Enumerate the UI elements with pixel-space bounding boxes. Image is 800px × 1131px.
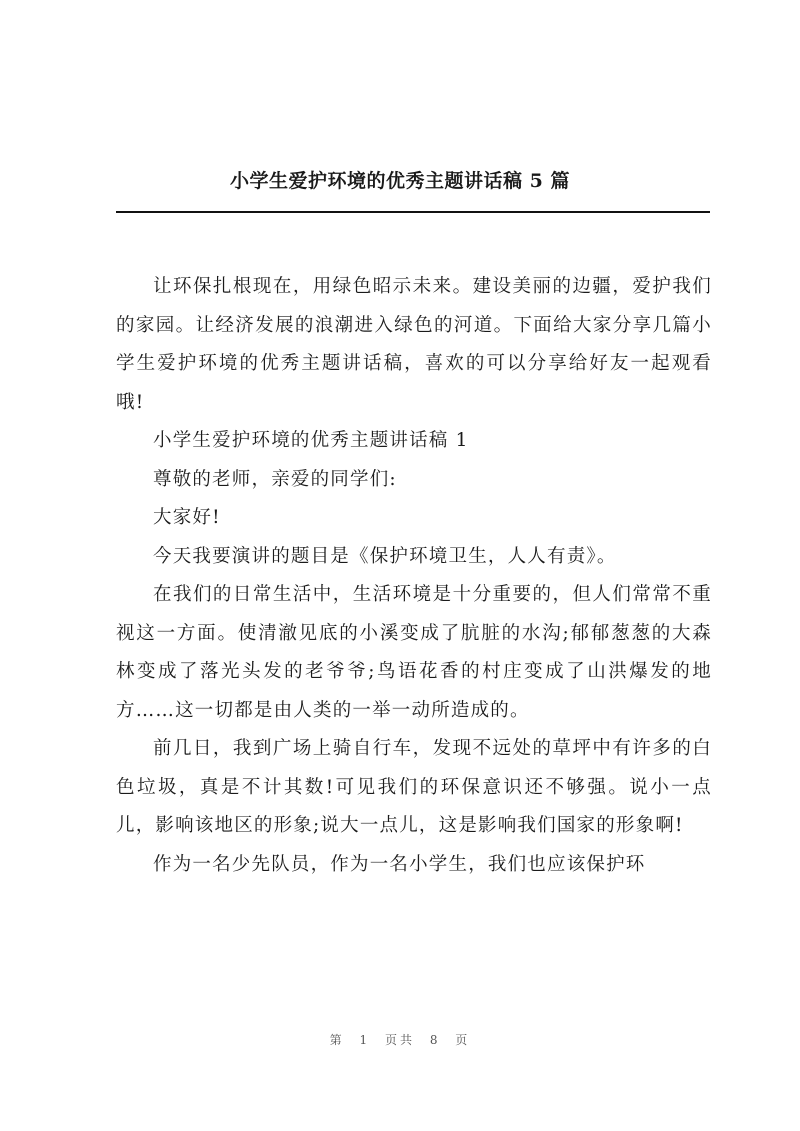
footer-total-pages: 8: [429, 1033, 441, 1047]
body-paragraph: 在我们的日常生活中，生活环境是十分重要的，但人们常常不重视这一方面。使清澈见底的小溪变成了肮脏的水沟;郁郁葱葱的大森林变成了落光头发的老爷爷;鸟语花香的村庄变成了山洪爆发的地方……这一切都是由人类的一举一动所造成的。: [116, 584, 712, 721]
title-divider: [116, 211, 710, 213]
body-paragraph: 作为一名少先队员，作为一名小学生，我们也应该保护环: [153, 853, 646, 875]
document-title: 小学生爱护环境的优秀主题讲话稿 5 篇: [230, 170, 570, 192]
document-body: [116, 268, 712, 884]
speech-topic: 今天我要演讲的题目是《保护环境卫生，人人有责》。: [153, 545, 617, 567]
footer-label-pages: 页: [455, 1033, 471, 1047]
body-paragraph: 前几日，我到广场上骑自行车，发现不远处的草坪中有许多的白色垃圾，真是不计其数!可见我们的环保意识还不够强。说小一点儿，影响该地区的形象;说大一点儿，这是影响我们国家的形象啊!: [116, 738, 712, 836]
intro-paragraph: 让环保扎根现在，用绿色昭示未来。建设美丽的边疆，爱护我们的家园。让经济发展的浪潮进入绿色的河道。下面给大家分享几篇小学生爱护环境的优秀主题讲话稿，喜欢的可以分享给好友一起观看哦!: [116, 276, 712, 413]
footer-label-page: 第: [329, 1033, 345, 1047]
page-number-footer: [0, 1031, 800, 1048]
footer-label-of: 页共: [384, 1033, 415, 1047]
speech-heading: 小学生爱护环境的优秀主题讲话稿 1: [153, 430, 469, 451]
salutation: 尊敬的老师，亲爱的同学们:: [153, 468, 397, 490]
greeting: 大家好!: [153, 507, 221, 528]
footer-current-page: 1: [359, 1033, 371, 1047]
